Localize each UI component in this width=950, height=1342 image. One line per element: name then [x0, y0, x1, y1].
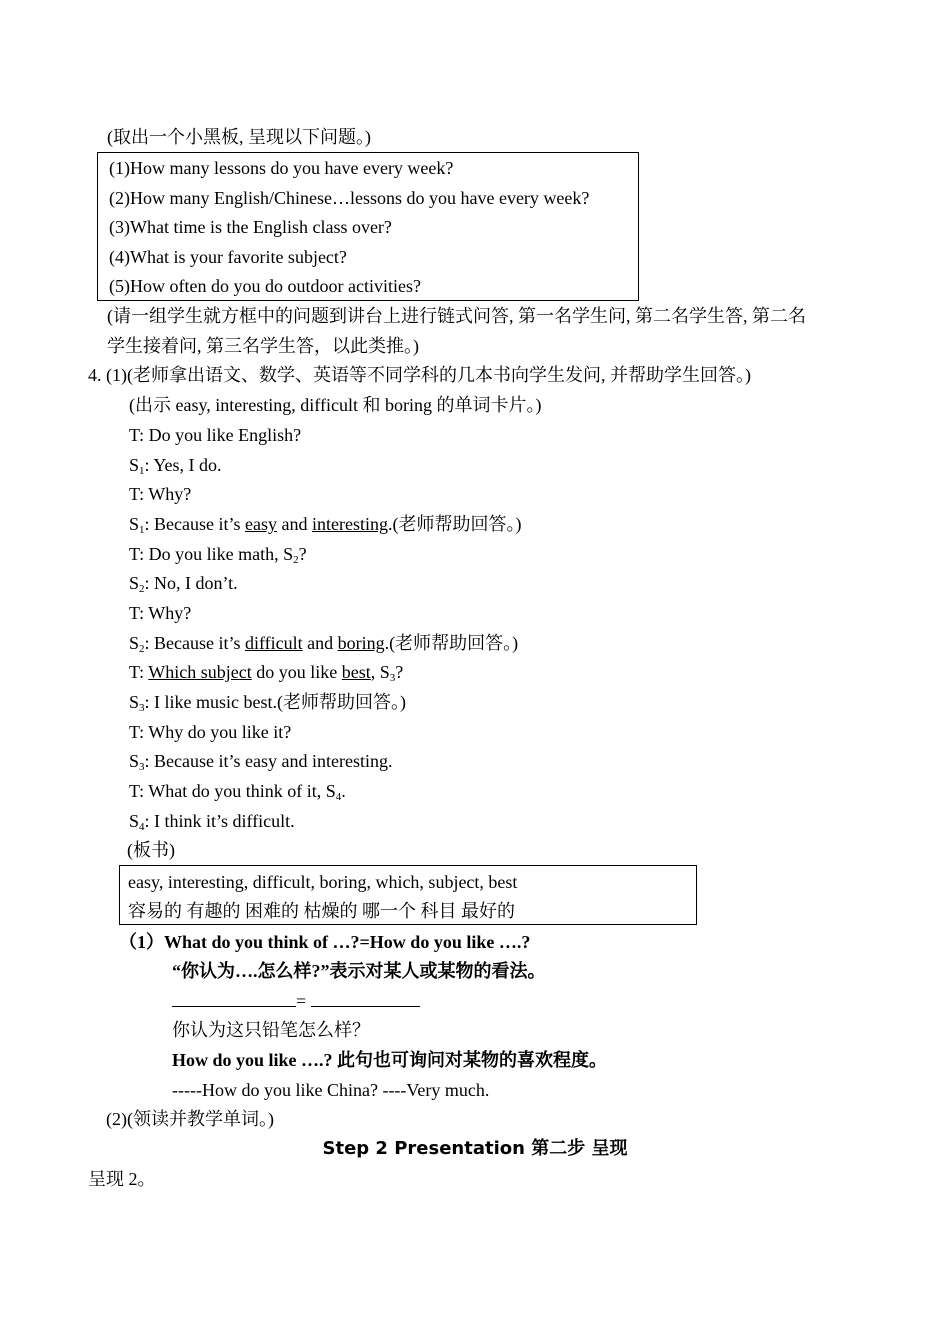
- speaker-sub: 3: [139, 761, 145, 773]
- speaker-sub: 2: [139, 583, 145, 595]
- word-interesting: interesting: [311, 514, 388, 534]
- board-label: (板书): [127, 840, 175, 860]
- grammar-title: （1）What do you think of …?=How do you like ….?: [119, 932, 531, 952]
- question-5: (5)How often do you do outdoor activities?: [109, 276, 421, 296]
- speaker-sub: 2: [293, 554, 299, 566]
- dialogue-t3: [129, 543, 307, 565]
- speaker-sub: 1: [139, 465, 145, 477]
- grammar-meaning: “你认为….怎么样?”表示对某人或某物的看法。: [172, 961, 546, 981]
- speaker-sub: 3: [389, 672, 396, 684]
- text: T:: [129, 662, 149, 682]
- word-boring: boring: [337, 633, 385, 653]
- step-2-heading: Step 2 Presentation 第二步 呈现: [322, 1138, 628, 1159]
- grammar-note: How do you like ….? 此句也可询问对某物的喜欢程度。: [172, 1050, 608, 1070]
- speaker-sub: 4: [335, 791, 342, 803]
- text: : Because it’s: [144, 514, 245, 534]
- question-4: (4)What is your favorite subject?: [109, 247, 347, 267]
- text: : I think it’s difficult.: [144, 811, 295, 831]
- speaker: S: [129, 811, 140, 831]
- dialogue-t7: [129, 780, 346, 802]
- chain-note-line-1: (请一组学生就方框中的问题到讲台上进行链式问答, 第一名学生问, 第二名学生答, 第二名: [107, 306, 806, 326]
- dialogue-s3-answer-2: [129, 750, 392, 772]
- board-english-words: easy, interesting, difficult, boring, which, subject, best: [128, 872, 518, 892]
- dialogue-s1-answer-2: [129, 513, 521, 535]
- text: do you like: [251, 662, 342, 682]
- speaker: S: [129, 633, 140, 653]
- text: ?: [395, 662, 404, 682]
- dialogue-s4-answer: [129, 810, 295, 832]
- speaker: S: [129, 751, 140, 771]
- text: : No, I don’t.: [144, 573, 238, 593]
- speaker-sub: 3: [139, 702, 145, 714]
- dialogue-t6: T: Why do you like it?: [129, 722, 292, 742]
- text: : Because it’s easy and interesting.: [144, 751, 393, 771]
- text: : Yes, I do.: [144, 455, 222, 475]
- word-best: best: [341, 662, 371, 682]
- text: T: What do you think of it, S: [129, 781, 336, 801]
- text: : Because it’s: [144, 633, 245, 653]
- dialogue-s3-answer-1: [129, 691, 406, 713]
- dialogue-t4: T: Why?: [129, 603, 192, 623]
- speaker: S: [129, 692, 140, 712]
- word-easy: easy: [245, 514, 277, 534]
- speaker: S: [129, 455, 140, 475]
- dialogue-s2-answer-1: [129, 572, 238, 594]
- speaker-sub: 1: [139, 524, 145, 536]
- dialogue-s1-answer-1: [129, 454, 222, 476]
- dialogue-t2: T: Why?: [129, 484, 192, 504]
- text: and: [276, 514, 312, 534]
- dialogue-t5: [129, 661, 403, 683]
- board-box: [119, 865, 697, 925]
- text: ?: [298, 544, 307, 564]
- word-which-subject: Which subject: [148, 662, 252, 682]
- question-box: [97, 152, 639, 301]
- question-1: (1)How many lessons do you have every week?: [109, 158, 454, 178]
- speaker-sub: 4: [139, 821, 145, 833]
- fill-in-blank-line: [172, 990, 420, 1012]
- question-2: (2)How many English/Chinese…lessons do you have every week?: [109, 188, 590, 208]
- text: and: [302, 633, 338, 653]
- grammar-example-dialog: -----How do you like China? ----Very much.: [172, 1080, 490, 1100]
- text: , S: [370, 662, 390, 682]
- speaker: S: [129, 514, 140, 534]
- text: .: [341, 781, 346, 801]
- help-note: .(老师帮助回答。): [384, 633, 519, 653]
- speaker-sub: 2: [139, 643, 145, 655]
- text: : I like music best.(老师帮助回答。): [144, 692, 406, 712]
- question-3: (3)What time is the English class over?: [109, 217, 392, 237]
- dialogue-t1: T: Do you like English?: [129, 425, 302, 445]
- grammar-example-cn: 你认为这只铅笔怎么样？: [172, 1020, 370, 1040]
- intro-note: (取出一个小黑板, 呈现以下问题。): [107, 127, 371, 147]
- board-chinese-meanings: 容易的 有趣的 困难的 枯燥的 哪一个 科目 最好的: [128, 901, 515, 921]
- item-2: (2)(领读并教学单词。): [106, 1109, 274, 1129]
- speaker: S: [129, 573, 140, 593]
- word-difficult: difficult: [245, 633, 303, 653]
- card-note: (出示 easy, interesting, difficult 和 boring 的单词卡片。): [129, 395, 542, 415]
- help-note: .(老师帮助回答。): [387, 514, 522, 534]
- chain-note-line-2: 学生接着问, 第三名学生答，以此类推。): [107, 336, 419, 356]
- presentation-line: 呈现 2。: [88, 1169, 156, 1189]
- dialogue-s2-answer-2: [129, 632, 518, 654]
- equals-sign: =: [296, 991, 307, 1011]
- blank-1: [172, 992, 296, 1007]
- blank-2: [311, 992, 420, 1007]
- item4-intro: 4. (1)(老师拿出语文、数学、英语等不同学科的几本书向学生发问, 并帮助学生回答。): [88, 365, 751, 385]
- text: T: Do you like math, S: [129, 544, 294, 564]
